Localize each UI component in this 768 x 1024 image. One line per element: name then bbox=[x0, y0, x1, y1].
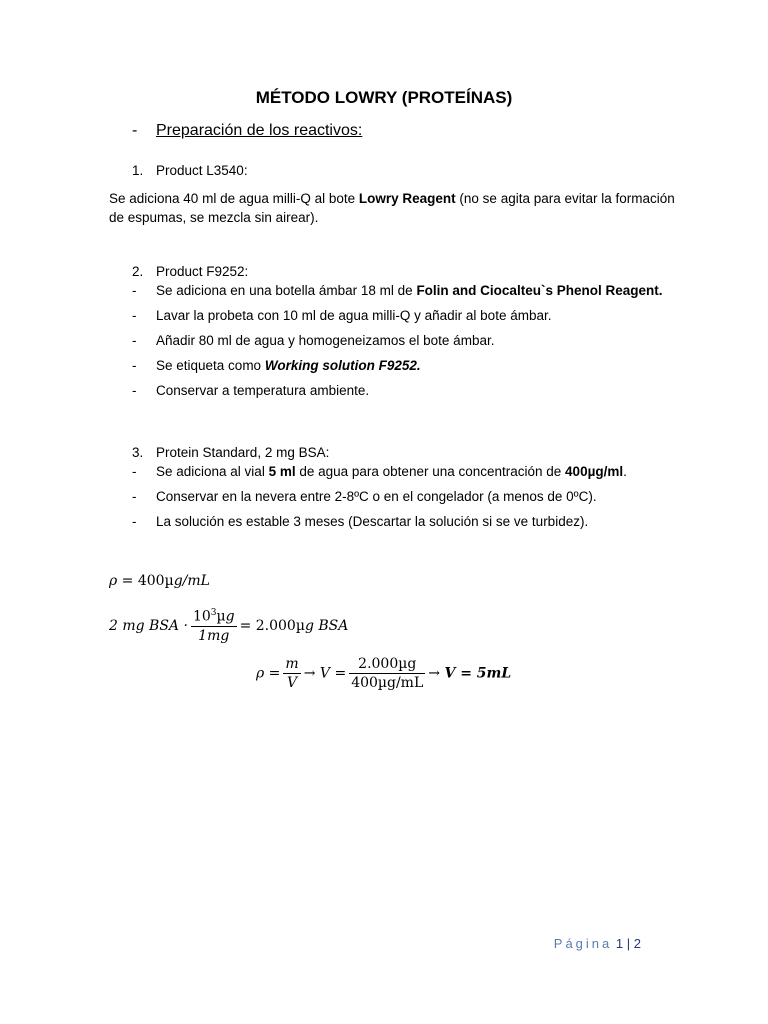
equation-conversion bbox=[109, 608, 348, 644]
document-title: MÉTODO LOWRY (PROTEÍNAS) bbox=[255, 88, 513, 107]
item1-paragraph bbox=[109, 189, 679, 227]
eq1-value: = 400 bbox=[117, 573, 165, 589]
bullet-dash: - bbox=[132, 283, 137, 298]
item2-label: Product F9252: bbox=[156, 264, 249, 279]
bullet-dash: - bbox=[132, 308, 137, 323]
item3-number: 3. bbox=[132, 445, 144, 460]
bullet-dash: - bbox=[132, 383, 137, 398]
item2-bullet-1 bbox=[156, 283, 662, 298]
eq2-num-g: g bbox=[225, 608, 235, 625]
equation-density bbox=[109, 573, 210, 589]
eq2-rhs-value: = 2.000 bbox=[239, 617, 296, 634]
eq1-unit: g/mL bbox=[173, 573, 210, 589]
eq3-arrow-2: → bbox=[428, 665, 440, 682]
eq3-arrow-1: → V = bbox=[303, 665, 347, 682]
bullet-dash: - bbox=[132, 489, 137, 504]
eq1-mu: µ bbox=[164, 573, 174, 589]
eq2-num-mu: µ bbox=[216, 608, 226, 625]
item2-bullet-2: Lavar la probeta con 10 ml de agua milli-Q y añadir al bote ámbar. bbox=[156, 308, 552, 323]
item3-b1-bold: 5 ml bbox=[268, 464, 296, 479]
item1-label: Product L3540: bbox=[156, 163, 248, 178]
item2-bullet-5: Conservar a temperatura ambiente. bbox=[156, 383, 370, 398]
item1-para-c: (no se agita para evitar la formación de espumas, se mezcla sin airear). bbox=[109, 191, 675, 225]
item3-b1-e: . bbox=[623, 464, 627, 479]
eq2-fraction bbox=[191, 608, 237, 644]
eq3-f1-den: V bbox=[287, 675, 298, 691]
item3-bullet-1 bbox=[156, 464, 627, 479]
eq3-f2-num: 2.000µg bbox=[349, 656, 425, 674]
item1-number: 1. bbox=[132, 163, 144, 178]
page-footer bbox=[554, 936, 641, 951]
item2-number: 2. bbox=[132, 264, 144, 279]
item3-bullet-3: La solución es estable 3 meses (Descartar la solución si se ve turbidez). bbox=[156, 514, 589, 529]
bullet-dash: - bbox=[132, 464, 137, 479]
item3-bullet-2: Conservar en la nevera entre 2-8ºC o en el congelador (a menos de 0ºC). bbox=[156, 489, 597, 504]
section-dash: - bbox=[132, 122, 138, 139]
eq1-rho: ρ bbox=[109, 573, 118, 589]
item2-b1-a: Se adiciona en una botella ámbar 18 ml de bbox=[156, 283, 417, 298]
bullet-dash: - bbox=[132, 358, 137, 373]
eq3-f2-den: 400µg/mL bbox=[351, 675, 424, 691]
bullet-dash: - bbox=[132, 333, 137, 348]
section-heading: Preparación de los reactivos: bbox=[156, 122, 363, 139]
eq2-lhs: 2 mg BSA · bbox=[109, 617, 188, 634]
footer-separator: | bbox=[626, 936, 631, 951]
eq2-num-exp: 3 bbox=[210, 608, 217, 618]
footer-label: Página bbox=[553, 936, 613, 951]
item2-b4-a: Se etiqueta como bbox=[156, 358, 265, 373]
item2-b1-bold: Folin and Ciocalteu`s Phenol Reagent. bbox=[416, 283, 663, 298]
equation-volume bbox=[256, 656, 511, 691]
item1-para-bold: Lowry Reagent bbox=[358, 191, 456, 206]
eq3-f1-num: m bbox=[285, 656, 299, 672]
eq2-rhs-unit: g BSA bbox=[304, 617, 349, 634]
eq2-denominator: 1mg bbox=[198, 627, 230, 644]
eq3-rho: ρ = bbox=[256, 665, 281, 682]
item3-b1-concentration: 400µg/ml bbox=[565, 464, 624, 479]
bullet-dash: - bbox=[132, 514, 137, 529]
eq2-rhs-mu: µ bbox=[295, 617, 305, 634]
item1-para-a: Se adiciona 40 ml de agua milli-Q al bote bbox=[109, 191, 359, 206]
eq3-fraction-1 bbox=[283, 656, 300, 691]
item3-label: Protein Standard, 2 mg BSA: bbox=[156, 445, 330, 460]
item2-bullet-4 bbox=[156, 358, 421, 373]
eq3-result: V = 5mL bbox=[444, 665, 512, 682]
eq2-numerator bbox=[191, 608, 237, 627]
item3-b1-c: de agua para obtener una concentración de bbox=[295, 464, 566, 479]
item2-b4-bolditalic: Working solution F9252. bbox=[264, 358, 421, 373]
eq3-fraction-2 bbox=[349, 656, 425, 691]
footer-total-pages: 2 bbox=[633, 936, 641, 951]
item2-bullet-3: Añadir 80 ml de agua y homogeneizamos el bote ámbar. bbox=[156, 333, 495, 348]
footer-current-page: 1 bbox=[615, 936, 624, 951]
item3-b1-a: Se adiciona al vial bbox=[156, 464, 269, 479]
eq2-num-base: 10 bbox=[192, 608, 211, 625]
